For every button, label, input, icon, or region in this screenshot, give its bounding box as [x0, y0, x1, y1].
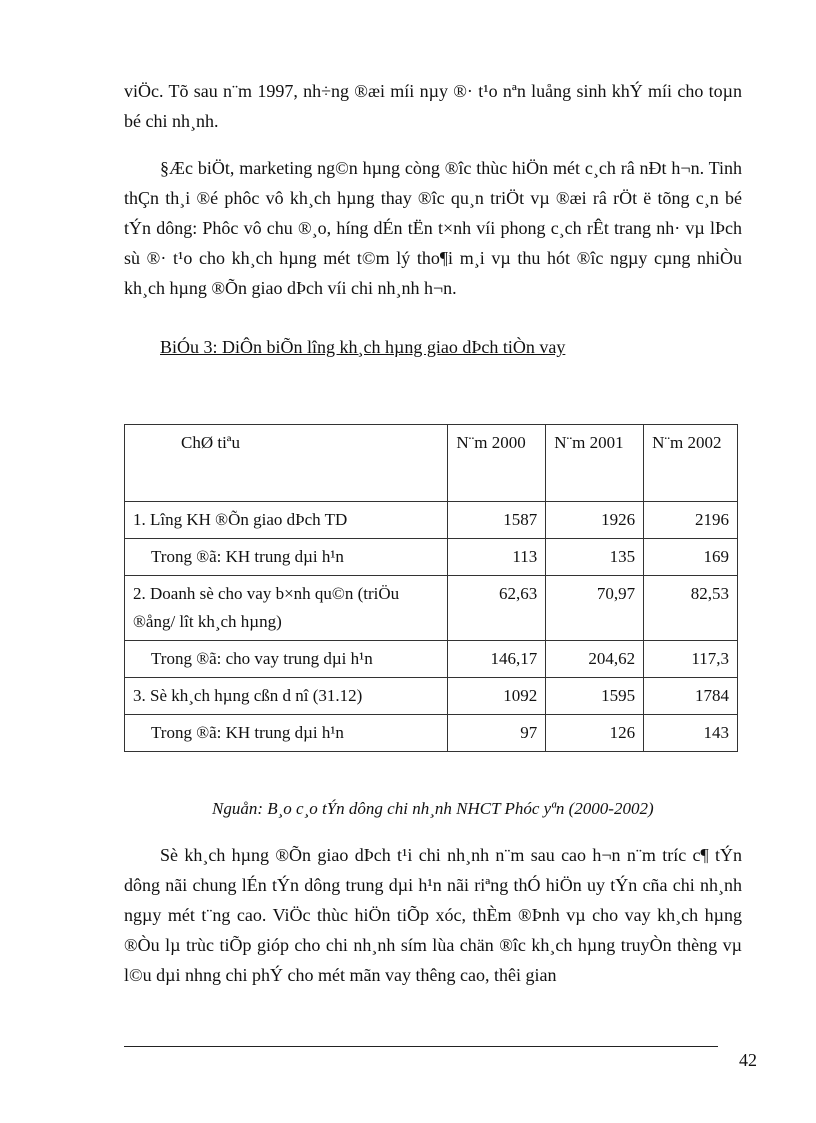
footer-rule [124, 1046, 718, 1047]
cell-2001: 135 [546, 539, 644, 576]
cell-2000: 1092 [448, 678, 546, 715]
row-label: 1. Lîng KH ®Õn giao dÞch TD [125, 502, 448, 539]
paragraph-marketing: §Æc biÖt, marketing ng©n hµng còng ®îc thùc hiÖn mét c¸ch râ nÐt h¬n. Tinh thÇn th¸i ®é phôc vô kh¸ch hµng thay ®îc qu¸n triÖt vµ ®æi râ rÖt ë tõng c¸n bé tÝn dông: Phôc vô chu ®¸o, híng dÉn tËn t×nh víi phong c¸ch rÊt trang nh· vµ lÞch sù ®· t¹o cho kh¸ch hµng mét t©m lý tho¶i m¸i vµ thu hót ®îc ngµy cµng nhiÒu kh¸ch hµng ®Õn giao dÞch víi chi nh¸nh h¬n. [124, 158, 742, 298]
cell-2002: 117,3 [644, 641, 738, 678]
table-row [125, 678, 738, 715]
cell-2002: 2196 [644, 502, 738, 539]
table-source: Nguån: B¸o c¸o tÝn dông chi nh¸nh NHCT Phóc yªn (2000-2002) [212, 799, 654, 818]
cell-2001: 204,62 [546, 641, 644, 678]
header-year-2001: N¨m 2001 [546, 425, 644, 502]
customer-table [124, 424, 738, 752]
cell-2002: 143 [644, 715, 738, 752]
row-label: Trong ®ã: cho vay trung dµi h¹n [125, 641, 448, 678]
header-indicator: ChØ tiªu [125, 425, 448, 502]
row-label: 3. Sè kh¸ch hµng cßn d nî (31.12) [125, 678, 448, 715]
page-number: 42 [739, 1050, 757, 1070]
paragraph-analysis: Sè kh¸ch hµng ®Õn giao dÞch t¹i chi nh¸nh n¨m sau cao h¬n n¨m tríc c¶ tÝn dông nãi chung lÉn tÝn dông trung dµi h¹n nãi riªng thÓ hiÖn uy tÝn cña chi nh¸nh ngµy mét t¨ng cao. ViÖc thùc hiÖn tiÕp xóc, thÈm ®Þnh vµ cho vay kh¸ch hµng ®Òu lµ trùc tiÕp gióp cho chi nh¸nh sím lùa chän ®îc kh¸ch hµng truyÒn thèng vµ l©u dµi nhng chi phÝ cho mét mãn vay thêng cao, thêi gian [124, 845, 742, 985]
cell-2001: 1926 [546, 502, 644, 539]
row-label: 2. Doanh sè cho vay b×nh qu©n (triÖu ®ång/ lît kh¸ch hµng) [125, 576, 448, 641]
cell-2001: 1595 [546, 678, 644, 715]
cell-2001: 70,97 [546, 576, 644, 641]
paragraph-continuation: viÖc. Tõ sau n¨m 1997, nh÷ng ®æi míi nµy ®· t¹o nªn luång sinh khÝ míi cho toµn bé chi nh¸nh. [124, 81, 742, 131]
table-row [125, 502, 738, 539]
cell-2000: 113 [448, 539, 546, 576]
cell-2000: 1587 [448, 502, 546, 539]
header-year-2000: N¨m 2000 [448, 425, 546, 502]
cell-2000: 62,63 [448, 576, 546, 641]
table-row [125, 641, 738, 678]
cell-2001: 126 [546, 715, 644, 752]
table-row [125, 539, 738, 576]
cell-2002: 1784 [644, 678, 738, 715]
table-row [125, 715, 738, 752]
header-year-2002: N¨m 2002 [644, 425, 738, 502]
table-caption: BiÓu 3: DiÔn biÕn lîng kh¸ch hµng giao dÞch tiÒn vay [160, 337, 566, 357]
table-row [125, 576, 738, 641]
row-label: Trong ®ã: KH trung dµi h¹n [125, 715, 448, 752]
table-header-row [125, 425, 738, 502]
cell-2002: 82,53 [644, 576, 738, 641]
row-label: Trong ®ã: KH trung dµi h¹n [125, 539, 448, 576]
cell-2002: 169 [644, 539, 738, 576]
cell-2000: 146,17 [448, 641, 546, 678]
cell-2000: 97 [448, 715, 546, 752]
